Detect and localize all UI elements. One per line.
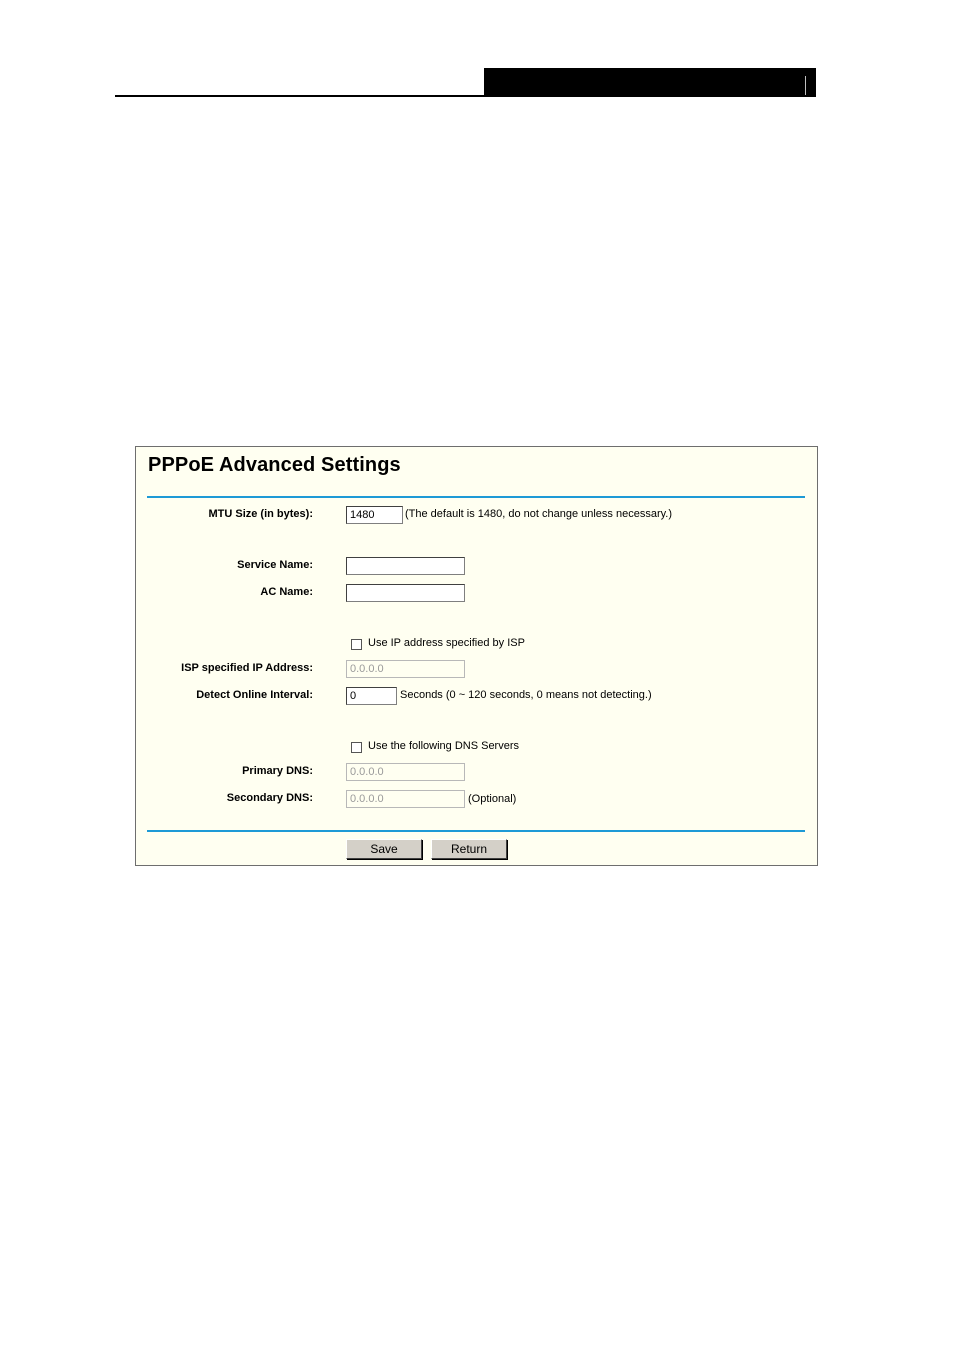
- top-separator: [147, 496, 805, 498]
- primary-dns-input[interactable]: [346, 763, 465, 781]
- isp-ip-input[interactable]: [346, 660, 465, 678]
- service-name-label: Service Name:: [237, 559, 313, 571]
- use-dns-servers-label: Use the following DNS Servers: [368, 740, 520, 752]
- isp-ip-label: ISP specified IP Address:: [181, 662, 313, 674]
- mtu-note: (The default is 1480, do not change unless necessary.): [405, 508, 673, 520]
- header-block-edge: [805, 76, 806, 95]
- page-title: PPPoE Advanced Settings: [148, 454, 401, 476]
- detect-interval-note: Seconds (0 ~ 120 seconds, 0 means not detecting.): [400, 689, 652, 701]
- document-header-block: [484, 68, 816, 97]
- secondary-dns-label: Secondary DNS:: [226, 792, 313, 804]
- save-button[interactable]: Save: [346, 839, 422, 859]
- mtu-input[interactable]: [346, 506, 403, 524]
- ac-name-input[interactable]: [346, 584, 465, 602]
- return-button[interactable]: Return: [431, 839, 507, 859]
- detect-interval-label: Detect Online Interval:: [196, 689, 313, 701]
- detect-interval-input[interactable]: [346, 687, 397, 705]
- mtu-label: MTU Size (in bytes):: [208, 508, 313, 520]
- use-isp-ip-label: Use IP address specified by ISP: [368, 637, 525, 649]
- secondary-dns-input[interactable]: [346, 790, 465, 808]
- bottom-separator: [147, 830, 805, 832]
- ac-name-label: AC Name:: [260, 586, 313, 598]
- secondary-dns-note: (Optional): [468, 793, 517, 805]
- use-isp-ip-checkbox[interactable]: [351, 639, 362, 650]
- primary-dns-label: Primary DNS:: [242, 765, 313, 777]
- pppoe-advanced-settings-panel: [135, 446, 818, 866]
- service-name-input[interactable]: [346, 557, 465, 575]
- use-dns-servers-checkbox[interactable]: [351, 742, 362, 753]
